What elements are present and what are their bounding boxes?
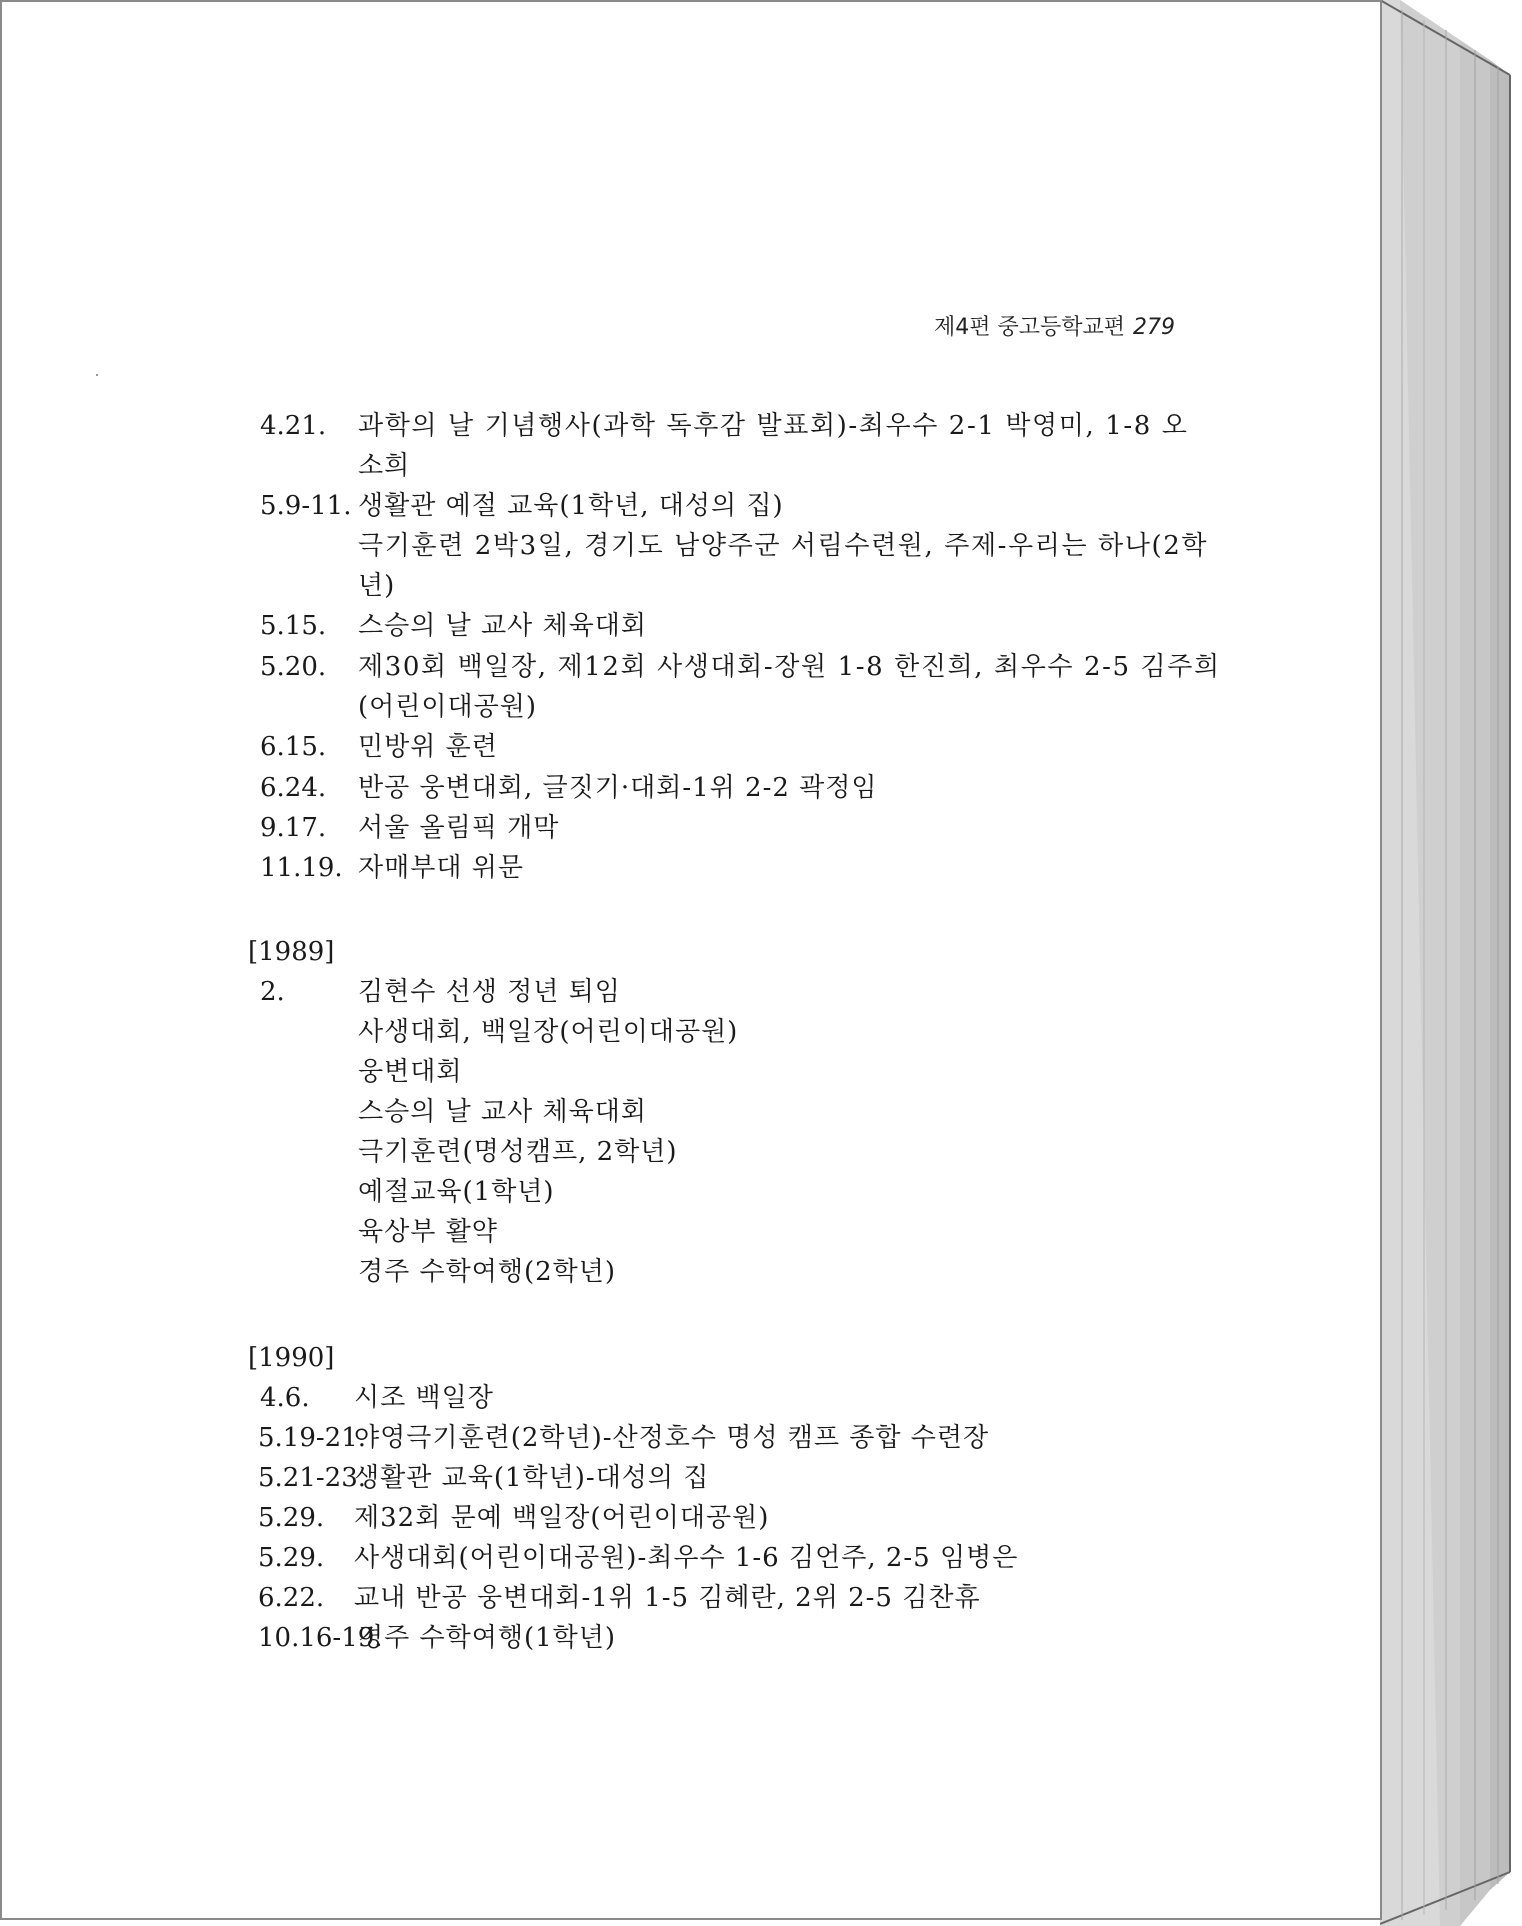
entry-text-cont: 소희 <box>358 451 411 481</box>
entry-text-cont: 년) <box>358 571 396 601</box>
entry-date: 5.29. <box>258 1503 325 1533</box>
year-heading: [1990] <box>248 1343 335 1373</box>
entry-text: 야영극기훈련(2학년)-산정호수 명성 캠프 종합 수련장 <box>354 1423 990 1453</box>
entry-date: 5.21-23. <box>258 1463 367 1493</box>
entry-date: 11.19. <box>260 853 343 883</box>
entry-text: 시조 백일장 <box>354 1383 494 1413</box>
section-title: 제4편 중고등학교편 <box>933 315 1125 340</box>
year-heading: [1989] <box>248 937 335 967</box>
entry-date: 6.24. <box>260 773 327 803</box>
entry-date: 10.16-19. <box>258 1623 383 1653</box>
entry-text: 스승의 날 교사 체육대회 <box>358 611 647 641</box>
scan-speck <box>96 374 98 376</box>
entry-text: 자매부대 위문 <box>358 853 524 883</box>
entry-text: 서울 올림픽 개막 <box>358 813 560 843</box>
entry-date: 5.9-11. <box>260 491 352 521</box>
entry-text: 육상부 활약 <box>358 1217 498 1247</box>
entry-text: 사생대회, 백일장(어린이대공원) <box>358 1017 739 1047</box>
entry-date: 4.21. <box>260 411 327 441</box>
entry-text: 예절교육(1학년) <box>358 1177 555 1207</box>
page-stack-edge <box>1380 0 1522 1926</box>
entry-date: 5.20. <box>260 652 327 682</box>
entry-text-cont: (어린이대공원) <box>358 692 537 722</box>
entry-date: 5.15. <box>260 611 327 641</box>
entry-text: 경주 수학여행(2학년) <box>358 1257 617 1287</box>
running-head <box>934 310 1175 341</box>
page-number: 279 <box>1133 315 1175 340</box>
entry-date: 9.17. <box>260 813 327 843</box>
entry-text: 극기훈련 2박3일, 경기도 남양주군 서림수련원, 주제-우리는 하나(2학 <box>358 531 1209 561</box>
entry-date: 5.29. <box>258 1543 325 1573</box>
entry-text: 김현수 선생 정년 퇴임 <box>358 977 621 1007</box>
entry-text: 생활관 교육(1학년)-대성의 집 <box>354 1463 710 1493</box>
entry-text: 반공 웅변대회, 글짓기·대회-1위 2-2 곽정임 <box>358 773 878 803</box>
entry-text: 생활관 예절 교육(1학년, 대성의 집) <box>358 491 784 521</box>
entry-text: 극기훈련(명성캠프, 2학년) <box>358 1137 678 1167</box>
entry-text: 경주 수학여행(1학년) <box>358 1623 617 1653</box>
entry-text: 민방위 훈련 <box>358 732 498 762</box>
entry-date: 2. <box>260 977 285 1007</box>
entry-date: 6.15. <box>260 732 327 762</box>
entry-date: 4.6. <box>260 1383 310 1413</box>
entry-text: 제32회 문예 백일장(어린이대공원) <box>354 1503 770 1533</box>
entry-text: 웅변대회 <box>358 1057 463 1087</box>
entry-text: 스승의 날 교사 체육대회 <box>358 1097 647 1127</box>
entry-text: 사생대회(어린이대공원)-최우수 1-6 김언주, 2-5 임병은 <box>354 1543 1019 1573</box>
entry-text: 과학의 날 기념행사(과학 독후감 발표회)-최우수 2-1 박영미, 1-8 오 <box>358 411 1189 441</box>
entry-date: 6.22. <box>258 1583 325 1613</box>
entry-text: 제30회 백일장, 제12회 사생대회-장원 1-8 한진희, 최우수 2-5 김주희 <box>358 652 1221 682</box>
entry-date: 5.19-21. <box>258 1423 367 1453</box>
entry-text: 교내 반공 웅변대회-1위 1-5 김혜란, 2위 2-5 김찬휴 <box>354 1583 981 1613</box>
